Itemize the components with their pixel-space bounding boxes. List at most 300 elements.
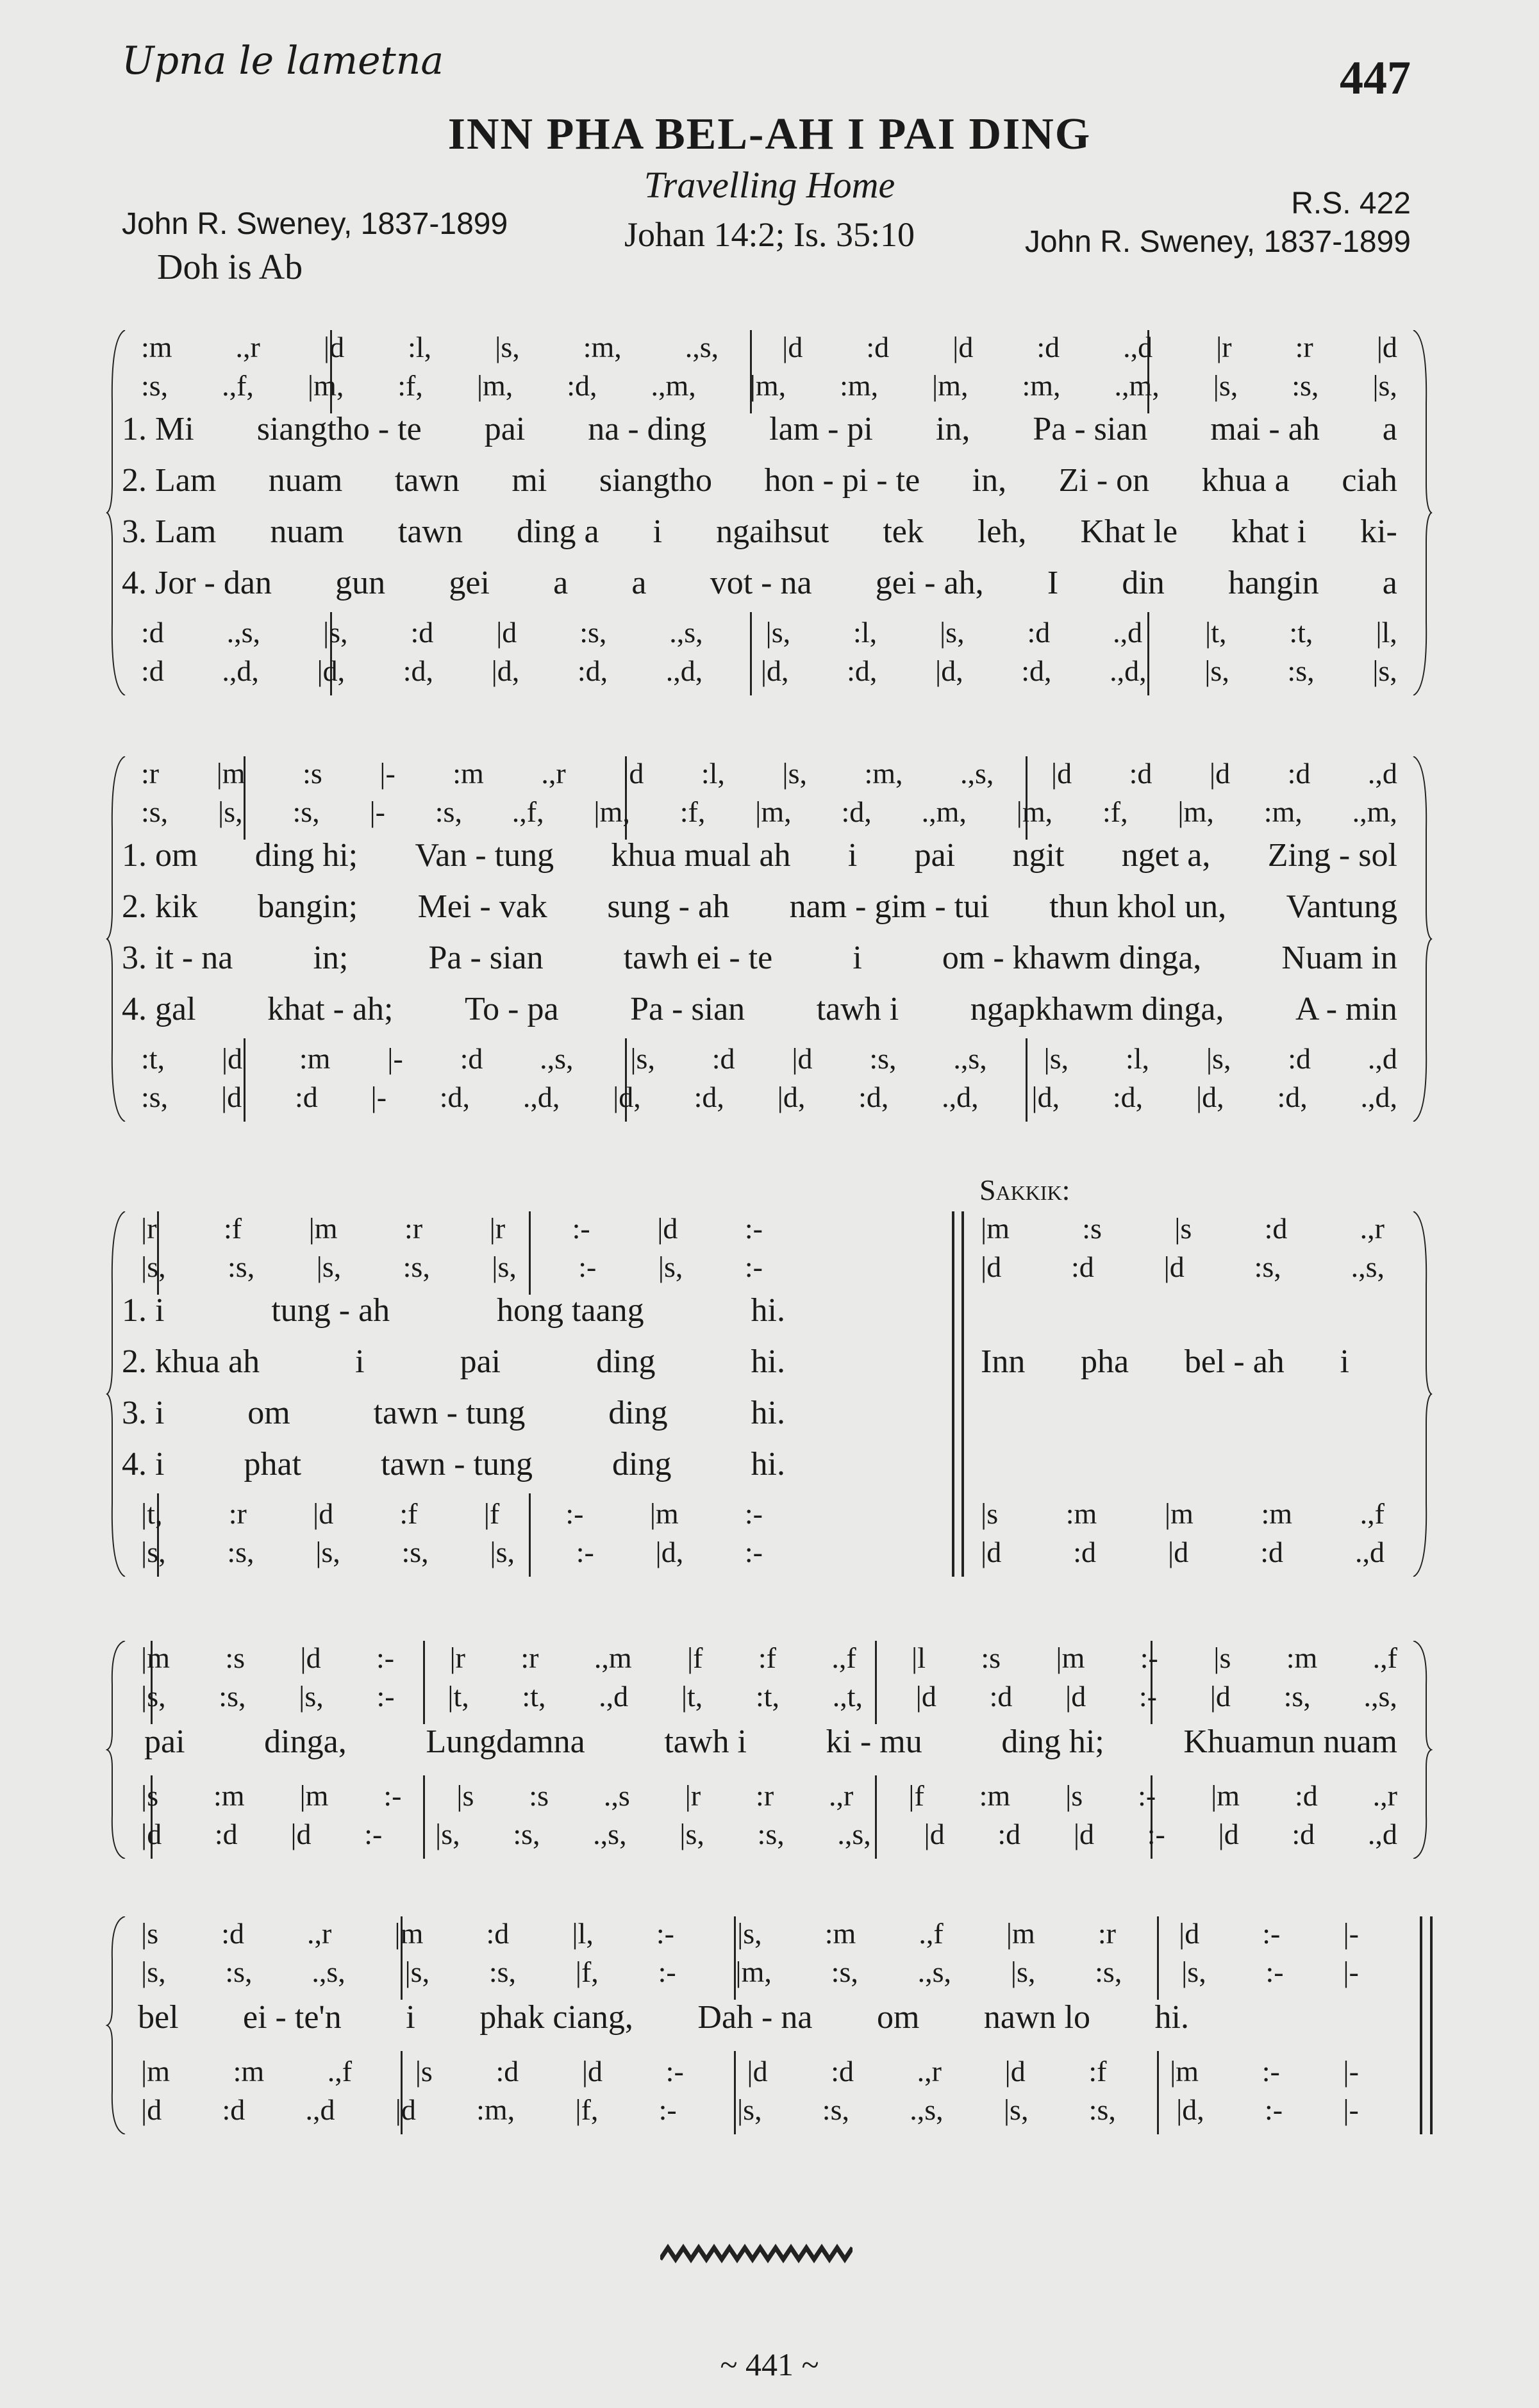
- note: .,f: [1360, 1497, 1385, 1530]
- note: |m: [216, 757, 245, 790]
- note: |d: [323, 331, 345, 363]
- lyric: Pa - sian: [428, 940, 544, 976]
- note: |r: [449, 1641, 465, 1674]
- note: |m: [1056, 1641, 1085, 1674]
- note: |d: [1218, 1818, 1239, 1850]
- note: |s,: [782, 757, 807, 790]
- tenor-line: [141, 2054, 1359, 2088]
- note: :-: [744, 1250, 763, 1283]
- lyric: hong taang: [497, 1292, 644, 1329]
- note: :s,: [1095, 1955, 1122, 1988]
- note: |d: [581, 2055, 603, 2088]
- note: :s,: [141, 795, 169, 828]
- note: |-: [379, 757, 395, 790]
- lyric: ki - mu: [826, 1723, 922, 1760]
- tenor-line: [141, 615, 1397, 649]
- note: :d: [495, 2055, 519, 2088]
- lyric: ngaihsut: [716, 513, 829, 550]
- lyric: tawn - tung: [381, 1446, 533, 1482]
- lyric: a: [631, 565, 647, 601]
- note: .,m,: [1352, 795, 1397, 828]
- note: :s,: [831, 1955, 858, 1988]
- lyric: To - pa: [465, 991, 559, 1027]
- verse-4-lyrics: [122, 1445, 785, 1483]
- note: |m: [308, 1212, 338, 1245]
- note: :s,: [1287, 654, 1315, 687]
- lyric: gei: [449, 565, 490, 601]
- lyric: nam - gim - tui: [789, 888, 990, 925]
- note: :-: [364, 1818, 383, 1850]
- note: :r: [404, 1212, 423, 1245]
- note: |s,: [141, 1955, 166, 1988]
- note: :f,: [679, 795, 706, 828]
- note: :s,: [228, 1250, 255, 1283]
- music-system-5: [106, 1916, 1433, 2134]
- note: |d: [623, 757, 644, 790]
- lyric: ding: [612, 1446, 672, 1482]
- note: :s,: [579, 616, 607, 649]
- note: |-: [370, 1081, 387, 1113]
- lyric: phat: [244, 1446, 302, 1482]
- note: |m: [649, 1497, 679, 1530]
- note: :d: [1292, 1818, 1315, 1850]
- note: :d,: [1021, 654, 1052, 687]
- note: :d: [1260, 1536, 1283, 1568]
- final-bar-line: [1420, 1916, 1422, 2134]
- note: |-: [1343, 2055, 1359, 2088]
- note: |s,: [765, 616, 791, 649]
- note: :s,: [1283, 1680, 1311, 1713]
- book-title: Upna le lametna: [122, 38, 444, 83]
- note: |f: [908, 1779, 924, 1812]
- note: |t,: [1205, 616, 1227, 649]
- lyric: khat - ah;: [267, 991, 394, 1027]
- note: :s,: [219, 1680, 246, 1713]
- note: :l,: [1125, 1042, 1150, 1075]
- note: |s,: [1204, 654, 1229, 687]
- note: |m: [394, 1917, 424, 1950]
- note: |f: [686, 1641, 703, 1674]
- ornament-divider: [660, 2240, 853, 2266]
- note: .,s,: [953, 1042, 987, 1075]
- composer: John R. Sweney, 1837-1899: [122, 207, 508, 241]
- note: |s,: [1213, 369, 1238, 402]
- note: .,r: [1360, 1212, 1385, 1245]
- lyric: Mei - vak: [417, 888, 547, 925]
- note: |d: [1004, 2055, 1026, 2088]
- lyric: hon - pi - te: [764, 462, 920, 499]
- bass-line: [141, 1535, 763, 1569]
- note: :s,: [488, 1955, 517, 1988]
- arranger: John R. Sweney, 1837-1899: [1024, 225, 1411, 259]
- note: :d,: [439, 1081, 470, 1113]
- lyric: 3. Lam: [122, 513, 217, 550]
- note: :l,: [408, 331, 432, 363]
- soprano-line: [141, 756, 1397, 790]
- note: :s,: [757, 1818, 785, 1850]
- lyric: khat i: [1231, 513, 1307, 550]
- note: |s: [456, 1779, 474, 1812]
- note: :d: [711, 1042, 735, 1075]
- lyric: a: [1382, 411, 1397, 447]
- lyric: pai: [144, 1723, 185, 1760]
- note: |d: [290, 1818, 312, 1850]
- lyric: mi: [512, 462, 547, 499]
- note: |l,: [572, 1917, 594, 1950]
- note: :d,: [567, 369, 597, 402]
- note: |m: [1164, 1497, 1194, 1530]
- note: :m: [979, 1779, 1011, 1812]
- note: |s,: [299, 1680, 324, 1713]
- note: :m: [1065, 1497, 1097, 1530]
- note: |d: [792, 1042, 813, 1075]
- music-system-4: [106, 1641, 1433, 1859]
- note: |-: [369, 795, 385, 828]
- note: .,d: [1123, 331, 1153, 363]
- soprano-line: [141, 330, 1397, 364]
- lyric: Inn: [981, 1343, 1026, 1380]
- note: :d,: [841, 795, 872, 828]
- lyric: na - ding: [588, 411, 707, 447]
- note: :s: [529, 1779, 549, 1812]
- note: :-: [1147, 1818, 1165, 1850]
- note: .,s,: [226, 616, 261, 649]
- lyric: leh,: [977, 513, 1027, 550]
- lyric: tawn: [394, 462, 460, 499]
- lyric: 1. om: [122, 837, 198, 874]
- note: :d: [866, 331, 890, 363]
- note: |s,: [1044, 1042, 1069, 1075]
- note: .,f: [919, 1917, 944, 1950]
- soprano-line: [141, 1916, 1359, 1950]
- note: |f: [483, 1497, 500, 1530]
- note: :s,: [869, 1042, 897, 1075]
- note: :d: [1288, 1042, 1311, 1075]
- note: :d,: [1277, 1081, 1308, 1113]
- note: :s: [1082, 1212, 1102, 1245]
- key-signature: Doh is Ab: [157, 247, 303, 287]
- note: |m: [141, 1641, 170, 1674]
- note: |s,: [435, 1818, 460, 1850]
- note: :d,: [1112, 1081, 1144, 1113]
- note: |d: [981, 1250, 1002, 1283]
- note: :-: [576, 1536, 594, 1568]
- lyric: I: [1047, 565, 1059, 601]
- note: |d: [747, 2055, 768, 2088]
- note: |m,: [476, 369, 513, 402]
- alto-line: [141, 795, 1397, 829]
- music-system-2: [106, 756, 1433, 1122]
- chorus-alto-line: [981, 1250, 1385, 1284]
- lyric: tawn: [397, 513, 463, 550]
- note: .,f,: [222, 369, 254, 402]
- note: |d: [1179, 1917, 1200, 1950]
- note: |d: [924, 1818, 945, 1850]
- note: .,s,: [917, 1955, 952, 1988]
- lyric: siangtho: [599, 462, 713, 499]
- note: |d,: [655, 1536, 684, 1568]
- lyric: mai - ah: [1210, 411, 1320, 447]
- note: |d,: [935, 654, 963, 687]
- note: :r: [1295, 331, 1313, 363]
- note: |s,: [495, 331, 520, 363]
- note: .,d,: [665, 654, 703, 687]
- note: .,s,: [593, 1818, 627, 1850]
- lyric: hi.: [751, 1395, 785, 1431]
- note: .,d,: [1110, 654, 1147, 687]
- note: |r: [685, 1779, 701, 1812]
- right-brace: [1411, 756, 1433, 1122]
- note: |s,: [679, 1818, 704, 1850]
- note: :m: [1261, 1497, 1293, 1530]
- note: :s,: [225, 1955, 253, 1988]
- alto-line: [141, 1679, 1397, 1713]
- note: .,d,: [522, 1081, 560, 1113]
- note: :r: [141, 757, 160, 790]
- note: .,r: [235, 331, 260, 363]
- note: |d: [1210, 1680, 1231, 1713]
- note: |s,: [1181, 1955, 1206, 1988]
- note: |t,: [447, 1680, 469, 1713]
- note: |m,: [1016, 795, 1053, 828]
- note: |m: [1006, 1917, 1035, 1950]
- lyric: om: [247, 1395, 290, 1431]
- note: :-: [658, 1955, 676, 1988]
- note: .,s,: [837, 1818, 871, 1850]
- note: :-: [1140, 1641, 1158, 1674]
- lyric: i: [853, 940, 862, 976]
- lyric: 1. Mi: [122, 411, 194, 447]
- note: :r: [1097, 1917, 1116, 1950]
- lyric: bel - ah: [1184, 1343, 1285, 1380]
- note: |d: [1209, 757, 1231, 790]
- chorus-lyrics: [138, 1998, 1189, 2036]
- note: |-: [1343, 1917, 1359, 1950]
- verse-1-lyrics: [122, 1291, 785, 1329]
- lyric: nuam: [270, 513, 344, 550]
- note: :-: [1265, 1955, 1284, 1988]
- note: .,f: [831, 1641, 856, 1674]
- note: :s,: [401, 1536, 429, 1568]
- note: |s,: [939, 616, 965, 649]
- note: .,d: [305, 2093, 335, 2126]
- note: :m,: [1263, 795, 1302, 828]
- lyric: tawh i: [816, 991, 899, 1027]
- note: |m,: [594, 795, 630, 828]
- scripture-reference: Johan 14:2; Is. 35:10: [624, 215, 915, 254]
- note: |d: [1168, 1536, 1189, 1568]
- final-bar-line: [1430, 1916, 1433, 2134]
- note: |t,: [681, 1680, 703, 1713]
- note: :f: [224, 1212, 242, 1245]
- tenor-line: [141, 1779, 1397, 1813]
- note: :d: [141, 616, 164, 649]
- note: .,m,: [921, 795, 967, 828]
- lyric: vot - na: [710, 565, 812, 601]
- note: :l,: [853, 616, 878, 649]
- note: |s: [141, 1917, 159, 1950]
- note: |m: [141, 2055, 170, 2088]
- note: :d: [1264, 1212, 1288, 1245]
- tenor-line: [141, 1042, 1397, 1075]
- double-bar-line: [961, 1211, 964, 1577]
- note: :s,: [1254, 1250, 1281, 1283]
- lyric: 1. i: [122, 1292, 165, 1329]
- note: :d: [294, 1081, 318, 1113]
- note: .,r: [541, 757, 566, 790]
- note: |s,: [1003, 2093, 1029, 2126]
- note: :d: [831, 2055, 854, 2088]
- note: :m,: [1022, 369, 1061, 402]
- note: :r: [520, 1641, 539, 1674]
- note: |f,: [575, 1955, 599, 1988]
- lyric: A - min: [1295, 991, 1397, 1027]
- note: |r: [1216, 331, 1232, 363]
- note: :d: [1073, 1536, 1096, 1568]
- note: :d: [214, 1818, 238, 1850]
- note: |r: [489, 1212, 506, 1245]
- verse-3-lyrics: [122, 939, 1397, 977]
- lyric: 4. i: [122, 1446, 165, 1482]
- lyric: Van - tung: [415, 837, 554, 874]
- note: :-: [1265, 2093, 1283, 2126]
- left-brace: [106, 1641, 128, 1859]
- note: |d,: [491, 654, 520, 687]
- note: .,f: [327, 2055, 353, 2088]
- lyric: nuam: [268, 462, 343, 499]
- lyric: pai: [914, 837, 956, 874]
- lyric: Nuam in: [1281, 940, 1397, 976]
- note: |d,: [1031, 1081, 1060, 1113]
- lyric: i: [1340, 1343, 1349, 1380]
- note: |d: [1376, 331, 1397, 363]
- music-system-3: [106, 1211, 1433, 1577]
- note: :-: [578, 1250, 597, 1283]
- lyric: Vantung: [1286, 888, 1397, 925]
- note: |d,: [1195, 1081, 1224, 1113]
- verse-3-lyrics: [122, 513, 1397, 551]
- note: |l,: [1376, 616, 1397, 649]
- note: :s: [981, 1641, 1001, 1674]
- note: :m: [824, 1917, 856, 1950]
- soprano-line: [141, 1211, 763, 1245]
- note: :r: [228, 1497, 247, 1530]
- note: |s,: [141, 1536, 166, 1568]
- note: :s,: [1088, 2093, 1116, 2126]
- note: |d: [395, 2093, 416, 2126]
- hymn-title: INN PHA BEL-AH I PAI DING: [447, 110, 1092, 159]
- note: :d,: [847, 654, 878, 687]
- note: .,s,: [312, 1955, 345, 1988]
- lyric: tawn - tung: [373, 1395, 526, 1431]
- note: |s,: [1372, 654, 1397, 687]
- note: |s,: [315, 1536, 340, 1568]
- note: |s,: [218, 795, 243, 828]
- lyric: i: [653, 513, 663, 550]
- note: :t,: [522, 1680, 546, 1713]
- verse-1-lyrics: [122, 836, 1397, 874]
- note: :r: [756, 1779, 774, 1812]
- lyric: Pa - sian: [630, 991, 745, 1027]
- lyric: 3. i: [122, 1395, 165, 1431]
- alto-line: [141, 1250, 763, 1284]
- lyric: hi.: [1154, 1999, 1189, 2036]
- note: |m: [299, 1779, 329, 1812]
- right-brace: [1411, 1641, 1433, 1859]
- note: |d,: [760, 654, 789, 687]
- note: |d: [496, 616, 517, 649]
- note: :m: [141, 331, 172, 363]
- note: |s: [981, 1497, 999, 1530]
- note: |s: [1065, 1779, 1083, 1812]
- note: .,d,: [1360, 1081, 1397, 1113]
- note: :d: [486, 1917, 510, 1950]
- note: :m: [1286, 1641, 1318, 1674]
- note: :d: [1129, 757, 1152, 790]
- note: .,s,: [669, 616, 703, 649]
- note: |d,: [777, 1081, 806, 1113]
- note: :m,: [583, 331, 622, 363]
- lyric: ngapkhawm dinga,: [970, 991, 1224, 1027]
- note: |s,: [658, 1250, 683, 1283]
- lyric: siangtho - te: [256, 411, 422, 447]
- hymn-subtitle: Travelling Home: [644, 164, 895, 206]
- lyric: om: [876, 1999, 920, 2036]
- soprano-line: [141, 1641, 1397, 1675]
- note: |s,: [490, 1536, 515, 1568]
- alto-line: [141, 369, 1397, 403]
- note: .,s,: [1363, 1680, 1397, 1713]
- note: :-: [1138, 1680, 1158, 1713]
- lyric: Dah - na: [697, 1999, 813, 2036]
- lyric: thun khol un,: [1049, 888, 1227, 925]
- note: |s,: [404, 1955, 430, 1988]
- note: :-: [744, 1212, 763, 1245]
- note: :d: [460, 1042, 483, 1075]
- note: |s,: [630, 1042, 655, 1075]
- note: :-: [376, 1680, 395, 1713]
- note: |s: [141, 1779, 159, 1812]
- note: :m: [453, 757, 484, 790]
- lyric: nget a,: [1121, 837, 1211, 874]
- note: .,s: [603, 1779, 630, 1812]
- note: |m: [1170, 2055, 1199, 2088]
- note: :d: [141, 654, 164, 687]
- note: |d: [1073, 1818, 1095, 1850]
- lyric: gun: [335, 565, 386, 601]
- note: :-: [376, 1641, 395, 1674]
- note: |m,: [1177, 795, 1214, 828]
- lyric: Pa - sian: [1033, 411, 1148, 447]
- note: :t,: [141, 1042, 165, 1075]
- note: :-: [1262, 1917, 1281, 1950]
- lyric: i: [355, 1343, 365, 1380]
- note: |-: [1343, 2093, 1359, 2126]
- verse-2-lyrics: [122, 461, 1397, 499]
- note: |m: [1211, 1779, 1240, 1812]
- lyric: nawn lo: [983, 1999, 1090, 2036]
- note: .,m,: [651, 369, 696, 402]
- note: .,d: [1113, 616, 1143, 649]
- note: :f: [399, 1497, 418, 1530]
- lyric: tung - ah: [271, 1292, 390, 1329]
- note: .,r: [1372, 1779, 1397, 1812]
- note: :d,: [694, 1081, 724, 1113]
- note: :d: [1027, 616, 1051, 649]
- note: :s: [225, 1641, 245, 1674]
- note: |s: [415, 2055, 433, 2088]
- verse-3-lyrics: [122, 1394, 785, 1432]
